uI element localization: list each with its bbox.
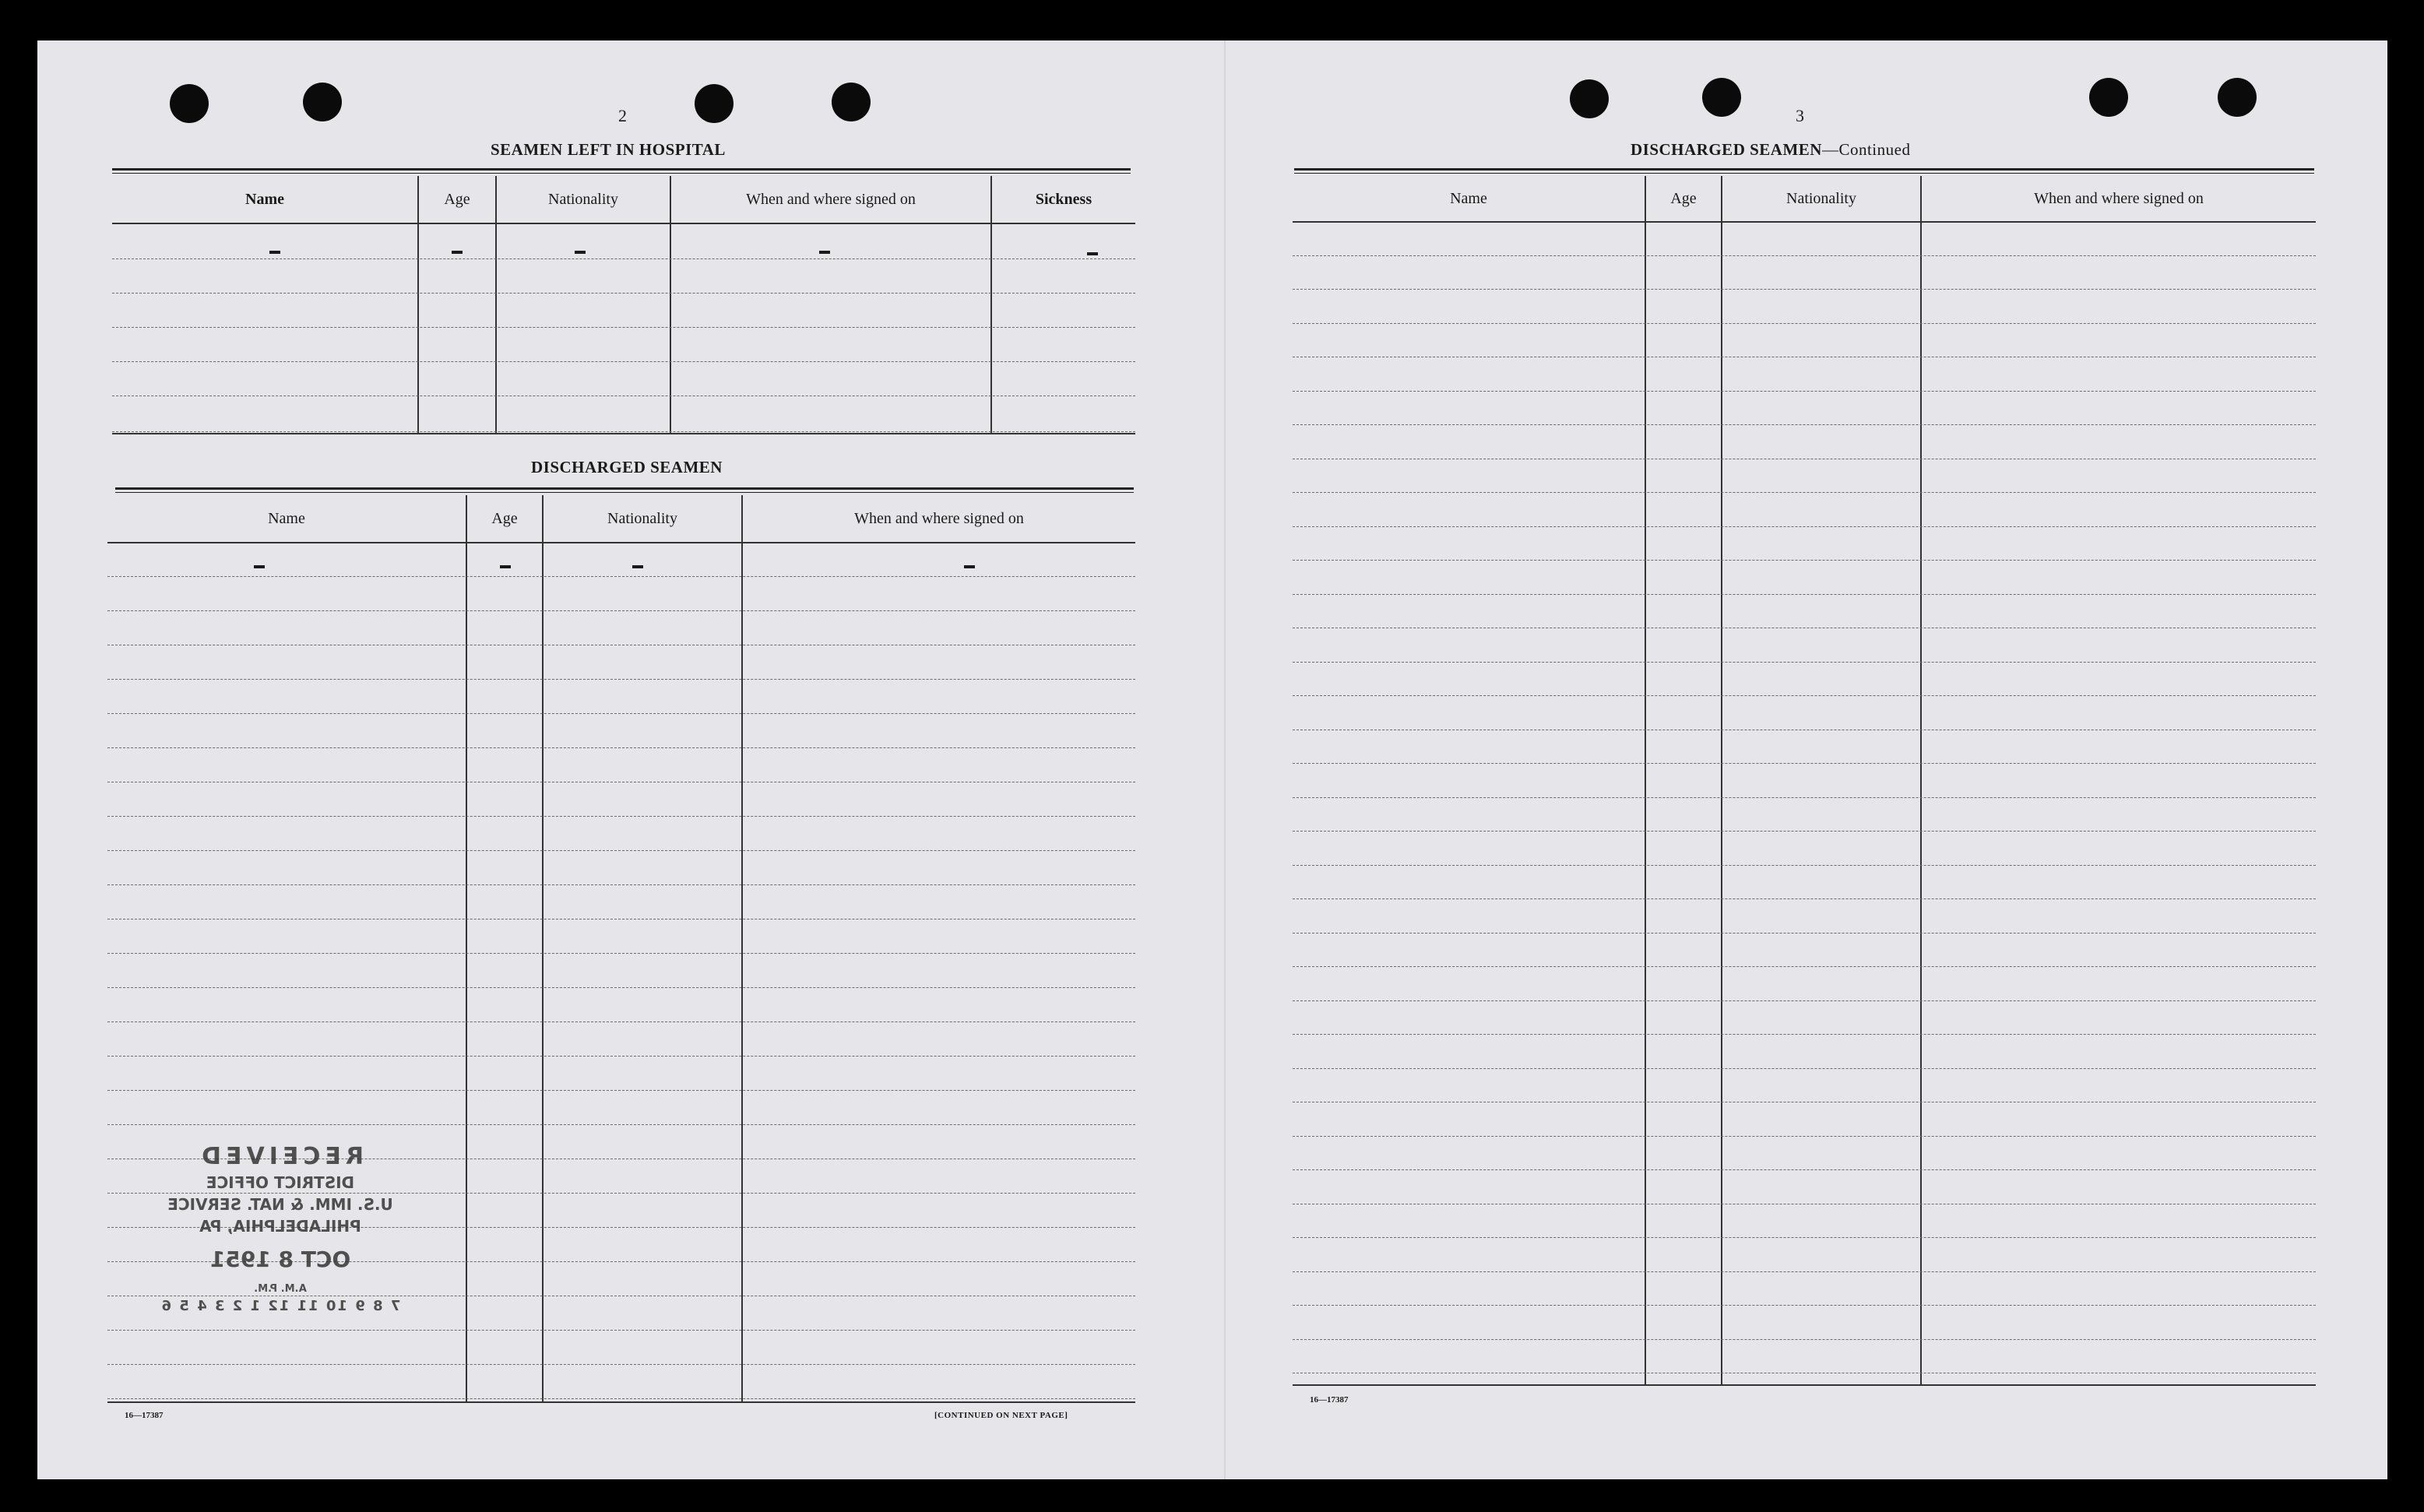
table-row <box>107 850 1135 885</box>
hospital-col-nationality: Nationality <box>548 190 618 208</box>
table-row <box>1293 1339 2316 1374</box>
discharged-col-age: Age <box>491 509 518 527</box>
hospital-table <box>112 176 1135 434</box>
continued-col-age: Age <box>1670 189 1697 207</box>
hospital-title-rule <box>112 168 1131 171</box>
discharged-col-signed-on: When and where signed on <box>854 509 1024 527</box>
table-row <box>1293 1034 2316 1069</box>
continued-col-name: Name <box>1450 189 1487 207</box>
form-number-right: 16—17387 <box>1310 1395 1349 1405</box>
table-row <box>1293 730 2316 765</box>
punch-hole <box>1570 79 1609 118</box>
table-row <box>107 679 1135 714</box>
table-row <box>1293 391 2316 426</box>
punch-hole <box>170 84 209 123</box>
table-row <box>107 884 1135 920</box>
table-row <box>1293 594 2316 629</box>
table-row <box>107 610 1135 645</box>
table-row <box>1293 898 2316 934</box>
table-row <box>1293 797 2316 832</box>
table-row <box>112 327 1135 362</box>
blank-mark <box>819 251 830 254</box>
blank-mark <box>254 565 265 568</box>
table-row <box>107 542 1135 577</box>
table-row <box>1293 526 2316 561</box>
blank-mark <box>269 251 280 254</box>
table-row <box>1293 831 2316 866</box>
hospital-col-age: Age <box>444 190 470 208</box>
discharged-title-rule <box>115 492 1134 493</box>
table-row <box>107 1364 1135 1399</box>
right-page-number: 3 <box>1796 106 1804 125</box>
discharged-continued-title: DISCHARGED SEAMEN—Continued <box>1631 140 1911 159</box>
table-row <box>107 645 1135 680</box>
table-row <box>112 396 1135 432</box>
punch-hole <box>832 83 871 121</box>
table-row <box>1293 1000 2316 1036</box>
form-number: 16—17387 <box>125 1411 164 1420</box>
punch-hole <box>2089 78 2128 117</box>
punch-hole <box>2218 78 2257 117</box>
continued-title-rule <box>1294 168 2314 171</box>
table-row <box>112 223 1135 259</box>
table-row <box>1293 628 2316 663</box>
punch-hole <box>303 83 342 121</box>
table-row <box>1293 695 2316 730</box>
table-row <box>1293 1102 2316 1137</box>
table-row <box>1293 560 2316 595</box>
discharged-col-name: Name <box>268 509 305 527</box>
discharged-section-title: DISCHARGED SEAMEN <box>531 458 723 476</box>
continued-col-signed-on: When and where signed on <box>2034 189 2204 207</box>
received-stamp: RECEIVED DISTRICT OFFICE U.S. IMM. & NAT. SERVICE PHILADELPHIA, PA OCT 8 1951 A.M. P.M. 7 8 9 10 11 12 1 2 3 4 5 6 <box>160 1143 401 1314</box>
table-row <box>1293 221 2316 256</box>
table-row <box>1293 459 2316 494</box>
table-row <box>1293 323 2316 358</box>
hospital-section-title: SEAMEN LEFT IN HOSPITAL <box>491 140 726 159</box>
hospital-col-sickness: Sickness <box>1035 190 1092 208</box>
blank-mark <box>500 565 511 568</box>
hospital-table-header <box>112 176 1135 224</box>
table-row <box>1293 255 2316 290</box>
table-row <box>1293 662 2316 697</box>
table-row <box>1293 289 2316 324</box>
table-row <box>1293 933 2316 968</box>
hospital-title-rule <box>112 173 1131 174</box>
blank-mark <box>964 565 975 568</box>
table-row <box>1293 1271 2316 1306</box>
blank-mark <box>575 251 586 254</box>
table-row <box>1293 1068 2316 1103</box>
table-row <box>107 1056 1135 1091</box>
table-row <box>107 713 1135 748</box>
table-row <box>1293 1237 2316 1272</box>
table-row <box>112 258 1135 294</box>
page-fold <box>1224 40 1226 1479</box>
table-row <box>107 747 1135 782</box>
continued-table-header <box>1293 176 2316 223</box>
table-row <box>1293 492 2316 527</box>
table-row <box>1293 357 2316 392</box>
table-row <box>107 987 1135 1022</box>
continued-note: [CONTINUED ON NEXT PAGE] <box>934 1411 1068 1420</box>
table-row <box>107 782 1135 817</box>
hospital-col-name: Name <box>245 190 284 208</box>
table-row <box>107 1021 1135 1057</box>
table-row <box>1293 1305 2316 1340</box>
discharged-continued-table <box>1293 176 2316 1386</box>
continued-col-nationality: Nationality <box>1786 189 1856 207</box>
continued-title-rule <box>1294 173 2314 174</box>
table-row <box>107 576 1135 611</box>
discharged-title-rule <box>115 487 1134 490</box>
table-row <box>1293 1169 2316 1204</box>
table-row <box>1293 1136 2316 1171</box>
table-row <box>112 293 1135 328</box>
blank-mark <box>452 251 463 254</box>
table-row <box>107 1090 1135 1125</box>
table-row <box>1293 966 2316 1001</box>
hospital-col-signed-on: When and where signed on <box>746 190 916 208</box>
blank-mark <box>1087 252 1098 255</box>
table-row <box>1293 763 2316 798</box>
left-page-number: 2 <box>618 106 627 125</box>
table-row <box>1293 865 2316 900</box>
discharged-col-nationality: Nationality <box>607 509 677 527</box>
table-row <box>107 816 1135 851</box>
punch-hole <box>695 84 734 123</box>
table-row <box>1293 424 2316 459</box>
punch-hole <box>1702 78 1741 117</box>
table-row <box>107 953 1135 988</box>
discharged-table-header <box>107 495 1135 543</box>
table-row <box>1293 1204 2316 1239</box>
table-row <box>112 361 1135 396</box>
table-row <box>107 919 1135 954</box>
blank-mark <box>632 565 643 568</box>
